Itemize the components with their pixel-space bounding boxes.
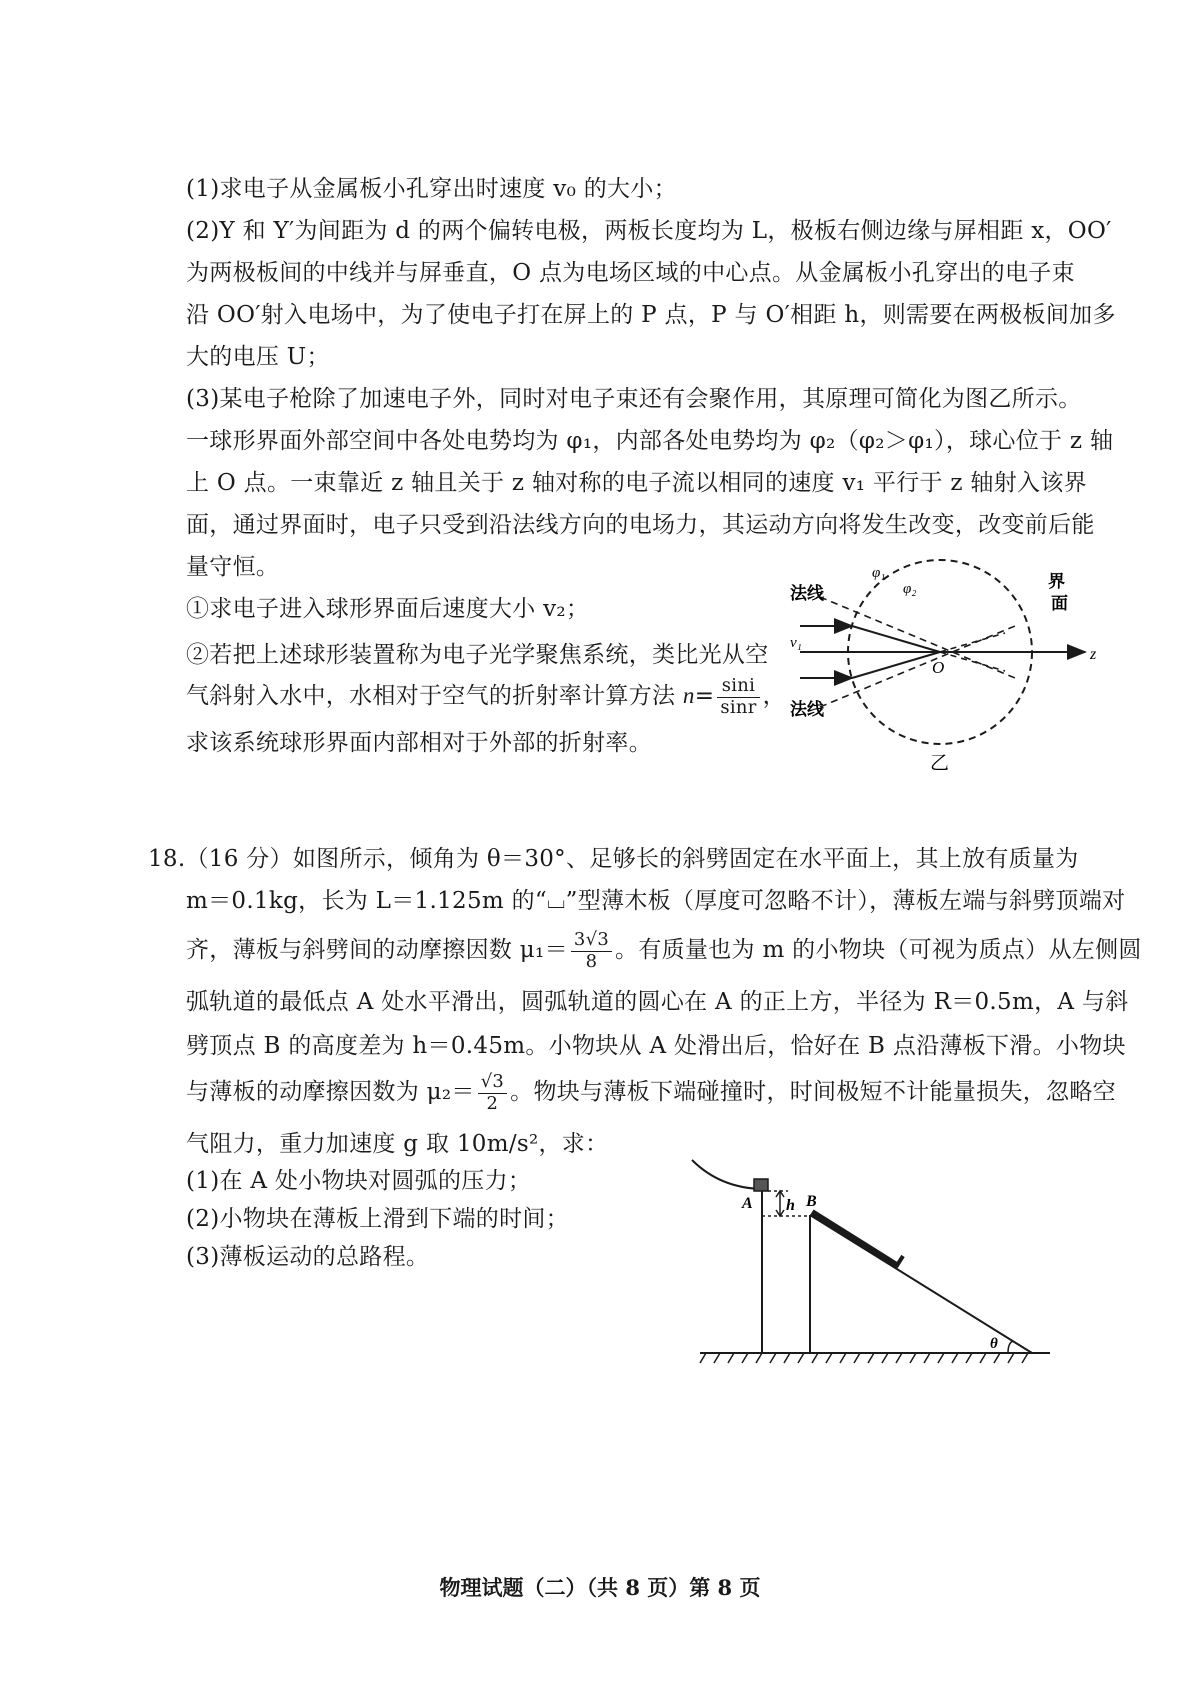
- angle-arc: [1008, 1341, 1013, 1353]
- q18-sub3: (3)薄板运动的总路程。: [186, 1244, 430, 1270]
- q17-part3-sub1: ①求电子进入球形界面后速度大小 v₂；: [186, 596, 590, 622]
- q17-part2-line2: 为两极板间的中线并与屏垂直，O 点为电场区域的中心点。从金属板小孔穿出的电子束: [186, 260, 1075, 286]
- label-interface-2: 面: [1051, 594, 1068, 613]
- q17-part2-line4: 大的电压 U；: [186, 344, 330, 370]
- label-z: z: [1090, 646, 1097, 663]
- mu1-numerator: 3√3: [571, 930, 612, 952]
- label-normal-bottom: 法线: [790, 700, 824, 719]
- extension-top: [940, 652, 1005, 671]
- q18-line5: 劈顶点 B 的高度差为 h＝0.45m。小物块从 A 处滑出后，恰好在 B 点沿薄板下滑。小物块: [186, 1033, 1126, 1059]
- q17-part3-line2: 一球形界面外部空间中各处电势均为 φ₁，内部各处电势均为 φ₂（φ₂＞φ₁），球心位于 z 轴: [186, 428, 1114, 454]
- label-a: A: [742, 1195, 753, 1212]
- extension-bottom: [940, 633, 1005, 652]
- thin-board: [812, 1212, 898, 1266]
- label-o: O: [932, 658, 945, 677]
- mu1-fraction: [571, 930, 612, 972]
- label-v1: v₁: [790, 635, 802, 651]
- q17-part3-line1: (3)某电子枪除了加速电子外，同时对电子束还有会聚作用，其原理可简化为图乙所示。: [186, 386, 1082, 412]
- refraction-n: n: [682, 683, 695, 709]
- small-block: [754, 1179, 768, 1191]
- q17-part3-sub2-line3: 求该系统球形界面内部相对于外部的折射率。: [186, 730, 652, 756]
- refraction-comma: ，: [762, 683, 786, 710]
- q18-line4: 弧轨道的最低点 A 处水平滑出，圆弧轨道的圆心在 A 的正上方，半径为 R＝0.5m，A 与斜: [186, 989, 1129, 1015]
- figure-incline: [690, 1150, 1070, 1380]
- q18-sub1: (1)在 A 处小物块对圆弧的压力；: [186, 1168, 532, 1194]
- q18-line6-pre: 与薄板的动摩擦因数为 μ₂＝: [186, 1079, 475, 1106]
- q17-part3-line3: 上 O 点。一束靠近 z 轴且关于 z 轴对称的电子流以相同的速度 v₁ 平行于 z 轴射入该界: [186, 470, 1087, 496]
- refracted-ray-top: [852, 626, 940, 652]
- q18-line3: [186, 930, 1142, 972]
- q18-line1: 18.（16 分）如图所示，倾角为 θ＝30°、足够长的斜劈固定在水平面上，其上放有质量为: [148, 846, 1079, 872]
- fraction-denominator: sinr: [720, 696, 757, 718]
- mu2-fraction: [478, 1072, 507, 1114]
- q17-part1: (1)求电子从金属板小孔穿出时速度 v₀ 的大小；: [186, 176, 677, 202]
- figure-yi: [780, 555, 1120, 775]
- refraction-eq: =: [694, 683, 715, 710]
- figure-caption: 乙: [930, 753, 950, 774]
- ground-hatching: [700, 1353, 1028, 1363]
- q17-part3-sub2-line2: [186, 676, 786, 718]
- board-end-stop: [896, 1256, 903, 1267]
- label-theta: θ: [990, 1336, 998, 1352]
- q18-line6-post: 。物块与薄板下端碰撞时，时间极短不计能量损失，忽略空: [510, 1079, 1116, 1106]
- q17-part3-sub2-line1: ②若把上述球形装置称为电子光学聚焦系统，类比光从空: [186, 642, 769, 668]
- q18-line3-pre: 齐，薄板与斜劈间的动摩擦因数 μ₁＝: [186, 937, 568, 964]
- q17-part3-line4: 面，通过界面时，电子只受到沿法线方向的电场力，其运动方向将发生改变，改变前后能: [186, 512, 1095, 538]
- q17-part2-line1: (2)Y 和 Y′为间距为 d 的两个偏转电极，两板长度均为 L，极板右侧边缘与屏相距 x，OO′: [186, 218, 1112, 244]
- label-h: h: [786, 1197, 795, 1214]
- q17-part3-line5: 量守恒。: [186, 554, 280, 580]
- q18-line2: m＝0.1kg，长为 L＝1.125m 的“⌴”型薄木板（厚度可忽略不计），薄板左端与斜劈顶端对: [186, 888, 1126, 914]
- refraction-fraction: [717, 676, 759, 718]
- label-phi1: φ₁: [872, 565, 886, 581]
- label-phi2: φ₂: [903, 581, 917, 597]
- q17-part2-line3: 沿 OO′射入电场中，为了使电子打在屏上的 P 点，P 与 O′相距 h，则需要在两极板间加多: [186, 302, 1116, 328]
- refracted-ray-bottom: [852, 652, 940, 678]
- arc-track: [692, 1160, 762, 1189]
- mu1-denominator: 8: [585, 950, 598, 972]
- mu2-numerator: √3: [478, 1072, 507, 1094]
- label-normal-top: 法线: [790, 584, 824, 603]
- wedge-slope: [810, 1215, 1032, 1353]
- refraction-text: 气斜射入水中，水相对于空气的折射率计算方法: [186, 683, 683, 710]
- q18-line7: 气阻力，重力加速度 g 取 10m/s²，求：: [186, 1131, 609, 1157]
- label-b: B: [806, 1193, 817, 1210]
- page-footer: 物理试题（二）（共 8 页）第 8 页: [439, 1575, 761, 1600]
- label-interface-1: 界: [1048, 572, 1065, 591]
- q18-line6: [186, 1072, 1116, 1114]
- q18-sub2: (2)小物块在薄板上滑到下端的时间；: [186, 1206, 569, 1232]
- mu2-denominator: 2: [486, 1092, 499, 1114]
- fraction-numerator: sini: [717, 676, 759, 698]
- q18-line3-post: 。有质量也为 m 的小物块（可视为质点）从左侧圆: [615, 937, 1142, 964]
